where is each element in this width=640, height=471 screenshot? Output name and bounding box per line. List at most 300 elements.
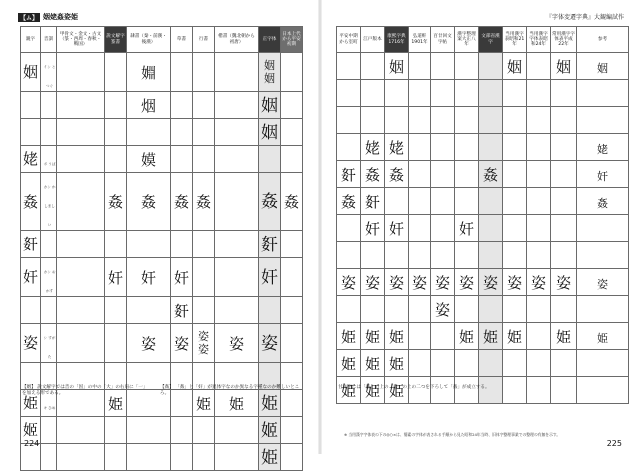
left-table-header <box>21 27 303 53</box>
glyph-cell <box>171 297 193 324</box>
glyph-cell <box>361 107 385 134</box>
glyph: 姿 <box>458 273 474 292</box>
table-row <box>337 296 629 323</box>
glyph-cell <box>409 161 431 188</box>
reading <box>41 146 57 173</box>
glyph-cell <box>215 53 259 92</box>
glyph-cell <box>385 107 409 134</box>
glyph-cell <box>431 53 455 80</box>
glyph-cell <box>281 444 303 471</box>
glyph: 奸 <box>140 268 156 287</box>
glyph-cell <box>455 107 479 134</box>
table-row <box>21 53 303 92</box>
glyph-cell <box>455 323 479 350</box>
glyph-cell <box>479 188 503 215</box>
glyph-cell <box>409 134 431 161</box>
reading <box>41 53 57 92</box>
glyph-cell <box>259 444 281 471</box>
left-notes <box>22 385 150 398</box>
column-header: 隷書（秦・前漢・後漢） <box>127 27 171 53</box>
right-table-header <box>337 27 629 53</box>
glyph-cell <box>259 324 281 363</box>
head-glyph: 姿 <box>22 334 38 352</box>
glyph: 姿 <box>434 300 450 319</box>
glyph-cell <box>105 444 127 471</box>
glyph-cell <box>479 134 503 161</box>
column-header: 康熙字典1716年 <box>385 27 409 53</box>
glyph-cell <box>479 80 503 107</box>
column-header: 当用漢字表昭和21年 <box>503 27 527 53</box>
glyph-cell <box>215 417 259 444</box>
glyph-cell <box>409 350 431 377</box>
glyph-cell <box>385 323 409 350</box>
glyph: 姫 <box>388 354 404 373</box>
glyph: 姿 <box>364 273 380 292</box>
glyph-cell <box>361 161 385 188</box>
glyph: 姦 <box>140 193 156 211</box>
glyph-cell <box>215 297 259 324</box>
glyph-cell <box>551 242 577 269</box>
glyph-cell <box>57 53 105 92</box>
glyph: 姻 <box>506 57 522 76</box>
glyph-cell <box>479 107 503 134</box>
glyph-cell <box>171 146 193 173</box>
glyph-cell <box>409 215 431 242</box>
table-row <box>337 269 629 296</box>
glyph-cell <box>479 161 503 188</box>
glyph-cell <box>385 242 409 269</box>
note-yin: 【姻】 説文解字では音の「因」の中の「大」の右肩に「一」を加える形である。 <box>22 385 148 397</box>
table-row <box>337 188 629 215</box>
glyph-cell <box>431 242 455 269</box>
glyph-cell <box>171 53 193 92</box>
glyph-cell <box>551 161 577 188</box>
glyph-cell <box>171 258 193 297</box>
glyph-cell <box>431 296 455 323</box>
head-character <box>21 53 41 92</box>
glyph: 奸 <box>261 267 278 288</box>
glyph-cell <box>527 296 551 323</box>
column-header: 行書 <box>193 27 215 53</box>
glyph-cell <box>503 188 527 215</box>
glyph-cell <box>215 173 259 231</box>
glyph: 姦 <box>364 165 380 184</box>
glyph-cell <box>527 215 551 242</box>
glyph-cell <box>455 80 479 107</box>
glyph-cell <box>281 417 303 444</box>
glyph-cell <box>577 323 629 350</box>
glyph: 姦 <box>340 192 356 211</box>
glyph-cell <box>455 242 479 269</box>
glyph-cell <box>409 323 431 350</box>
glyph-cell <box>215 92 259 119</box>
glyph-cell <box>455 161 479 188</box>
head-character <box>21 146 41 173</box>
reading <box>41 92 57 119</box>
glyph-cell <box>337 188 361 215</box>
glyph-cell <box>551 53 577 80</box>
glyph: 姫 <box>340 354 356 373</box>
table-row <box>21 92 303 119</box>
glyph-cell <box>337 107 361 134</box>
glyph: 姫 <box>261 393 278 414</box>
glyph-cell <box>127 324 171 363</box>
reading-text: イン とつぐ <box>43 65 56 88</box>
glyph-cell <box>479 53 503 80</box>
head-character <box>21 324 41 363</box>
table-row <box>21 173 303 231</box>
column-header: 常用漢字字体表平成22年 <box>551 27 577 53</box>
glyph: 姿 <box>140 334 156 353</box>
glyph-cell <box>527 350 551 377</box>
glyph-cell <box>409 269 431 296</box>
glyph-cell <box>105 231 127 258</box>
glyph-cell <box>259 146 281 173</box>
glyph: 姫 <box>107 394 123 413</box>
glyph-cell <box>215 444 259 471</box>
glyph-cell <box>127 173 171 231</box>
glyph-cell <box>259 119 281 146</box>
note-right: 甘文字には「姦」の上の「姦」の上の二つを下ろして「姦」が成立する。 <box>338 385 490 390</box>
glyph-cell <box>385 215 409 242</box>
glyph-cell <box>337 134 361 161</box>
glyph-cell <box>431 161 455 188</box>
glyph-cell <box>127 119 171 146</box>
glyph: 姦 <box>173 193 189 211</box>
note-kan: 【姦】 「姦」と「奸」が異体字なのか異なる字種なのか難しいところ。 <box>160 385 300 397</box>
column-header: 文部省漢字 <box>479 27 503 53</box>
glyph-cell <box>479 269 503 296</box>
glyph-cell <box>361 296 385 323</box>
glyph-cell <box>455 350 479 377</box>
glyph-cell <box>361 134 385 161</box>
glyph: 姿 <box>506 273 522 292</box>
right-notes <box>338 385 628 391</box>
glyph-cell <box>385 53 409 80</box>
glyph: 姻 <box>388 57 404 76</box>
glyph-cell <box>193 297 215 324</box>
glyph-cell <box>193 444 215 471</box>
glyph-cell <box>215 119 259 146</box>
table-row <box>337 53 629 80</box>
glyph: 奸 <box>388 219 404 238</box>
glyph-cell <box>281 258 303 297</box>
glyph-cell <box>577 188 629 215</box>
glyph-cell <box>455 269 479 296</box>
glyph-cell <box>171 173 193 231</box>
glyph-cell <box>57 417 105 444</box>
glyph-cell <box>551 80 577 107</box>
glyph-cell <box>57 231 105 258</box>
glyph-cell <box>193 231 215 258</box>
glyph: 姦 <box>283 193 299 211</box>
reading-text: カン かしましい <box>43 185 56 227</box>
glyph: 姫 <box>388 381 404 400</box>
glyph: 姬 <box>261 420 278 441</box>
glyph-cell <box>503 269 527 296</box>
glyph: 姦 <box>388 165 404 184</box>
glyph-cell <box>577 53 629 80</box>
glyph-cell <box>57 324 105 363</box>
glyph-cell <box>127 444 171 471</box>
glyph-cell <box>409 242 431 269</box>
page-number-right: 225 <box>606 439 622 448</box>
glyph: 姿 <box>261 333 278 354</box>
glyph-cell <box>503 215 527 242</box>
glyph-cell <box>503 134 527 161</box>
glyph-cell <box>385 134 409 161</box>
glyph-cell <box>105 297 127 324</box>
reading <box>41 173 57 231</box>
table-row <box>21 258 303 297</box>
glyph-cell <box>503 161 527 188</box>
glyph-cell <box>337 323 361 350</box>
glyph: 姿 <box>173 334 189 353</box>
glyph: 姿 <box>555 273 571 292</box>
glyph-cell <box>577 269 629 296</box>
glyph-cell <box>171 119 193 146</box>
reading-text: ボ うば <box>43 161 56 166</box>
page-number-left: 224 <box>24 439 40 448</box>
glyph-cell <box>431 323 455 350</box>
glyph-cell <box>409 188 431 215</box>
glyph: 姥 <box>364 138 380 157</box>
glyph: 姧 <box>261 234 278 255</box>
glyph-cell <box>455 53 479 80</box>
glyph-cell <box>337 350 361 377</box>
glyph-cell <box>551 107 577 134</box>
glyph: 姫 <box>597 331 608 345</box>
right-character-table <box>336 26 629 404</box>
reading <box>41 231 57 258</box>
glyph: 烟 <box>140 96 156 115</box>
glyph-cell <box>171 231 193 258</box>
glyph-cell <box>527 161 551 188</box>
glyph: 奸 <box>107 268 123 287</box>
glyph-cell <box>361 269 385 296</box>
head-character <box>21 258 41 297</box>
glyph-cell <box>57 146 105 173</box>
glyph-cell <box>193 173 215 231</box>
glyph-cell <box>527 53 551 80</box>
right-page <box>320 0 640 454</box>
glyph-cell <box>193 258 215 297</box>
glyph-cell <box>503 80 527 107</box>
table-row <box>337 161 629 188</box>
glyph-cell <box>127 417 171 444</box>
glyph-cell <box>127 53 171 92</box>
glyph-cell <box>105 146 127 173</box>
head-character <box>21 173 41 231</box>
glyph-cell <box>385 80 409 107</box>
glyph-cell <box>409 53 431 80</box>
table-row <box>337 80 629 107</box>
table-row <box>337 107 629 134</box>
head-character <box>21 231 41 258</box>
glyph: 姫 <box>340 381 356 400</box>
glyph: 姥 <box>388 138 404 157</box>
glyph: 姥 <box>597 142 608 156</box>
glyph: 姫 <box>506 327 522 346</box>
reading <box>41 258 57 297</box>
glyph-cell <box>577 134 629 161</box>
glyph: 姫 <box>228 394 244 413</box>
glyph-cell <box>577 107 629 134</box>
table-row <box>21 231 303 258</box>
glyph-cell <box>455 188 479 215</box>
glyph: 姻 <box>261 95 278 116</box>
glyph: 姿 <box>228 334 244 353</box>
glyph: 姻 <box>597 61 608 75</box>
glyph-cell <box>551 296 577 323</box>
glyph-cell <box>385 188 409 215</box>
glyph-cell <box>479 242 503 269</box>
glyph-cell <box>431 188 455 215</box>
glyph-cell <box>57 444 105 471</box>
left-character-table <box>20 26 303 471</box>
glyph: 姦 <box>195 193 211 211</box>
glyph: 姫 <box>340 327 356 346</box>
glyph-cell <box>527 107 551 134</box>
table-row <box>337 242 629 269</box>
glyph-cell <box>361 323 385 350</box>
reading-text: キ ひめ <box>43 405 56 410</box>
head-glyph: 姥 <box>22 150 38 168</box>
glyph: 姫 <box>195 394 211 413</box>
glyph-cell <box>455 134 479 161</box>
head-glyph: 姻 <box>22 63 38 81</box>
column-header: 平安中期から室町 <box>337 27 361 53</box>
glyph-cell <box>527 269 551 296</box>
glyph-cell <box>527 134 551 161</box>
glyph: 奸 <box>458 219 474 238</box>
reading-text: シ すがた <box>43 336 56 359</box>
glyph-cell <box>431 350 455 377</box>
table-row <box>21 444 303 471</box>
column-header: 漢字整理案大正八年 <box>455 27 479 53</box>
reading <box>41 417 57 444</box>
glyph-cell <box>259 53 281 92</box>
glyph: 姿 <box>482 273 498 292</box>
glyph-cell <box>479 215 503 242</box>
glyph: 姦 <box>482 165 498 184</box>
reading-text: カン おかす <box>43 270 56 293</box>
column-header: 親字 <box>21 27 41 53</box>
glyph-cell <box>105 92 127 119</box>
column-header: 弘道軒1901年 <box>409 27 431 53</box>
glyph: 姦 <box>261 192 278 212</box>
column-header: 江戸版本 <box>361 27 385 53</box>
glyph: 姿 <box>411 273 427 292</box>
glyph-cell <box>431 269 455 296</box>
head-glyph: 奸 <box>22 268 38 286</box>
glyph-cell <box>431 80 455 107</box>
glyph: 姫 <box>555 327 571 346</box>
glyph-cell <box>527 80 551 107</box>
glyph: 姻 <box>261 122 278 143</box>
glyph-cell <box>281 146 303 173</box>
glyph: 姿姿 <box>198 329 209 356</box>
glyph-cell <box>577 242 629 269</box>
glyph: 姧 <box>364 192 380 211</box>
glyph: 姫 <box>364 354 380 373</box>
table-row <box>21 119 303 146</box>
glyph-cell <box>259 258 281 297</box>
glyph-cell <box>551 350 577 377</box>
table-row <box>21 417 303 444</box>
glyph: 姫 <box>388 327 404 346</box>
glyph-cell <box>57 173 105 231</box>
glyph-cell <box>127 258 171 297</box>
glyph: 姻 <box>555 57 571 76</box>
glyph-cell <box>57 297 105 324</box>
glyph: 奸 <box>364 219 380 238</box>
glyph: 姫 <box>482 327 498 346</box>
glyph-cell <box>385 161 409 188</box>
column-header: 日本上代から平安初期 <box>281 27 303 53</box>
glyph-cell <box>105 53 127 92</box>
glyph-cell <box>57 119 105 146</box>
glyph-cell <box>193 146 215 173</box>
glyph-cell <box>193 324 215 363</box>
glyph-cell <box>105 417 127 444</box>
glyph-cell <box>281 231 303 258</box>
reading <box>41 444 57 471</box>
glyph-cell <box>57 258 105 297</box>
left-notes-2 <box>160 385 300 398</box>
table-row <box>21 297 303 324</box>
left-page <box>0 0 320 468</box>
glyph-cell <box>259 297 281 324</box>
column-header: 百廿回文字帖 <box>431 27 455 53</box>
glyph: 姧 <box>340 165 356 184</box>
glyph-cell <box>215 324 259 363</box>
table-row <box>21 146 303 173</box>
column-header: 当用漢字字体表昭和24年 <box>527 27 551 53</box>
glyph: 姧 <box>173 301 189 320</box>
glyph-cell <box>577 215 629 242</box>
reading <box>41 324 57 363</box>
glyph: 姦 <box>597 196 608 210</box>
glyph-cell <box>503 296 527 323</box>
reading <box>41 297 57 324</box>
glyph-cell <box>503 53 527 80</box>
glyph-cell <box>337 161 361 188</box>
glyph: 姿 <box>340 273 356 292</box>
glyph-cell <box>577 296 629 323</box>
glyph: 姫 <box>364 381 380 400</box>
head-character <box>21 297 41 324</box>
glyph-cell <box>551 269 577 296</box>
glyph-cell <box>551 188 577 215</box>
glyph-cell <box>409 80 431 107</box>
table-row <box>337 323 629 350</box>
glyph: 姿 <box>530 273 546 292</box>
glyph-cell <box>193 119 215 146</box>
column-header: 楷書（魏北朝から初唐） <box>215 27 259 53</box>
head-character <box>21 92 41 119</box>
glyph-cell <box>577 161 629 188</box>
glyph-cell <box>385 296 409 323</box>
glyph-cell <box>171 92 193 119</box>
glyph: 奸 <box>173 268 189 287</box>
glyph-cell <box>503 350 527 377</box>
column-header: 正字体 <box>259 27 281 53</box>
glyph-cell <box>337 80 361 107</box>
footnote: ※ 当用漢字字体表の下の◎○×は、簡素の字体が表される手順から見た昭和24年当時、旧体字整理事業での整理の有無を示す。 <box>344 432 561 437</box>
glyph-cell <box>127 146 171 173</box>
glyph: 姫 <box>261 447 278 468</box>
